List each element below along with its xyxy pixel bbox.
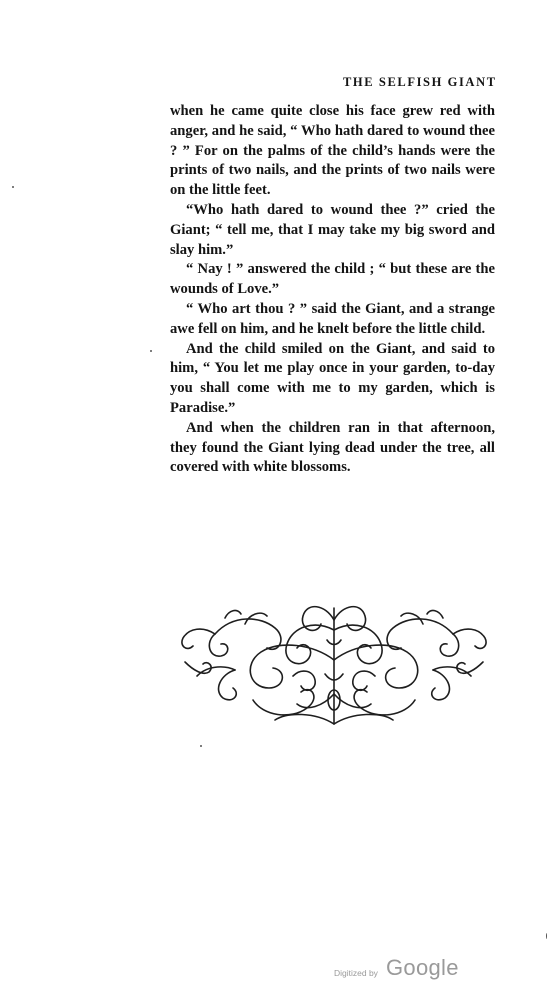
digitized-watermark xyxy=(334,955,494,985)
paragraph: when he came quite close his face grew red with anger, and he said, “ Who hath dared to wound thee ? ” For on the palms of the child’s hands were the prints of two nails, and the prints of two nails were on the little feet. xyxy=(170,103,495,199)
page-speck xyxy=(12,186,14,188)
paragraph: “ Nay ! ” answered the child ; “ but these are the wounds of Love.” xyxy=(170,261,495,298)
paragraph: And the child smiled on the Giant, and said to him, “ You let me play once in your garden, to-day you shall come with me to my garden, which is Paradise.” xyxy=(170,340,495,416)
digitized-by-text: Digitized by xyxy=(334,968,378,978)
page-speck xyxy=(546,933,547,939)
page-speck xyxy=(150,350,152,352)
floral-scroll-ornament-icon xyxy=(175,600,493,728)
paragraph: “ Who art thou ? ” said the Giant, and a strange awe fell on him, and he knelt before the little child. xyxy=(170,300,495,337)
paragraph: And when the children ran in that afternoon, they found the Giant lying dead under the tree, all covered with white blossoms. xyxy=(170,419,495,476)
google-logo-text: Google xyxy=(386,955,459,980)
paragraph: “Who hath dared to wound thee ?” cried the Giant; “ tell me, that I may take my big sword and slay him.” xyxy=(170,201,495,258)
body-text xyxy=(170,102,495,478)
page-speck xyxy=(200,745,202,747)
running-head: THE SELFISH GIANT xyxy=(343,75,497,89)
